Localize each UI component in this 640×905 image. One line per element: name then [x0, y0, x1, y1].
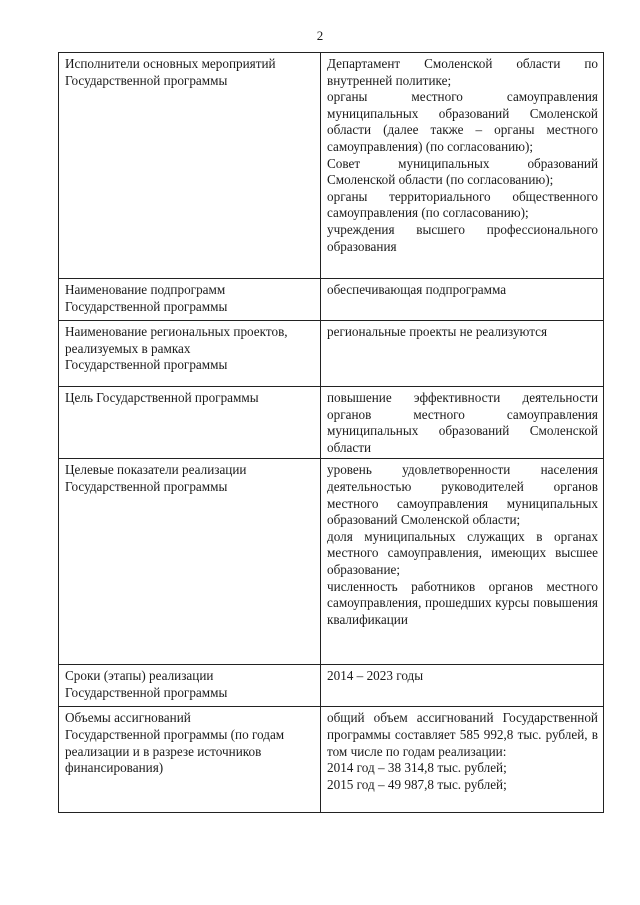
- value-line: численность работников органов местного самоуправления, прошедших курсы повышения квалификации: [327, 578, 598, 627]
- value-line: уровень удовлетворенности населения деятельностью руководителей органов местного самоуправления муниципальных образований Смоленской области;: [327, 462, 598, 528]
- value-line: учреждения высшего профессионального образования: [327, 221, 598, 254]
- label-line: Государственной программы (по годам: [65, 726, 285, 742]
- table-row-timeline: [59, 665, 604, 707]
- value-line: органы местного самоуправления муниципальных образований Смоленской области (далее также – органы местного самоуправления) (по согласованию);: [327, 89, 598, 154]
- value-line: повышение эффективности деятельности органов местного самоуправления муниципальных образований Смоленской области: [327, 390, 598, 455]
- row-value: [321, 459, 604, 665]
- table-row-executors: [59, 53, 604, 279]
- value-line: обеспечивающая подпрограмма: [327, 282, 507, 297]
- row-label: [59, 279, 321, 321]
- label-line: Наименование региональных проектов,: [65, 324, 288, 339]
- value-line: 2014 – 2023 годы: [327, 668, 424, 684]
- label-line: финансирования): [65, 760, 164, 776]
- label-line: Государственной программы: [65, 72, 228, 88]
- table-row-indicators: [59, 459, 604, 665]
- row-label: [59, 459, 321, 665]
- row-label: [59, 707, 321, 813]
- value-line: доля муниципальных служащих в органах местного самоуправления, имеющих высшее образование;: [327, 528, 598, 577]
- label-line: Государственной программы: [65, 478, 228, 494]
- row-value: [321, 665, 604, 707]
- table-row-goal: [59, 387, 604, 459]
- label-line: Наименование подпрограмм: [65, 282, 226, 297]
- row-value: [321, 707, 604, 813]
- row-value: [321, 53, 604, 279]
- value-line: Совет муниципальных образований Смоленской области (по согласованию);: [327, 155, 598, 188]
- program-passport-table: [58, 52, 604, 813]
- label-line: Государственной программы: [65, 684, 228, 700]
- row-value: [321, 321, 604, 387]
- row-value: [321, 387, 604, 459]
- label-line: Сроки (этапы) реализации: [65, 668, 214, 684]
- label-line: Целевые показатели реализации: [65, 462, 247, 478]
- label-line: Государственной программы: [65, 357, 228, 373]
- label-line: реализации и в разрезе источников: [65, 743, 262, 759]
- row-label: [59, 53, 321, 279]
- label-line: Исполнители основных мероприятий: [65, 56, 276, 71]
- label-line: Объемы ассигнований: [65, 710, 191, 726]
- table-row-subprograms: [59, 279, 604, 321]
- value-line: 2015 год – 49 987,8 тыс. рублей;: [327, 776, 507, 792]
- label-line: реализуемых в рамках: [65, 340, 191, 356]
- label-line: Государственной программы: [65, 298, 228, 314]
- value-line: общий объем ассигнований Государственной программы составляет 585 992,8 тыс. рублей, в том числе по годам реализации:: [327, 710, 598, 759]
- table-row-regional-projects: [59, 321, 604, 387]
- row-label: [59, 665, 321, 707]
- label-line: Цель Государственной программы: [65, 390, 259, 405]
- row-label: [59, 321, 321, 387]
- value-line: Департамент Смоленской области по внутренней политике;: [327, 56, 598, 88]
- table-row-funding: [59, 707, 604, 813]
- value-line: органы территориального общественного самоуправления (по согласованию);: [327, 188, 598, 221]
- row-value: [321, 279, 604, 321]
- row-label: [59, 387, 321, 459]
- page-number: 2: [316, 28, 324, 43]
- value-line: региональные проекты не реализуются: [327, 324, 548, 339]
- value-line: 2014 год – 38 314,8 тыс. рублей;: [327, 760, 507, 776]
